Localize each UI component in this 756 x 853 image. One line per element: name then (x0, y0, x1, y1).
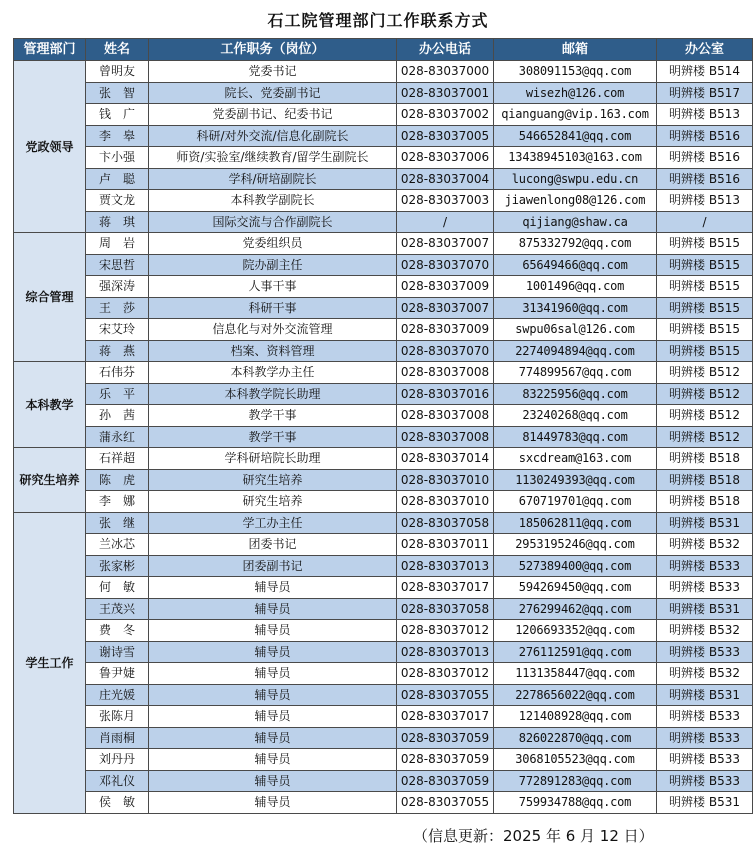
phone-cell: 028-83037058 (397, 512, 494, 534)
phone-cell: 028-83037006 (397, 147, 494, 169)
email-cell: 81449783@qq.com (494, 426, 657, 448)
role-cell: 人事干事 (149, 276, 397, 298)
email-cell: 83225956@qq.com (494, 383, 657, 405)
office-cell: 明辨楼 B516 (657, 125, 753, 147)
dept-cell: 研究生培养 (14, 448, 86, 513)
office-cell: 明辨楼 B533 (657, 577, 753, 599)
table-row (14, 598, 753, 620)
phone-cell: 028-83037058 (397, 598, 494, 620)
office-cell: 明辨楼 B512 (657, 426, 753, 448)
office-cell: 明辨楼 B515 (657, 297, 753, 319)
office-cell: 明辨楼 B518 (657, 491, 753, 513)
name-cell: 李 娜 (86, 491, 149, 513)
phone-cell: 028-83037011 (397, 534, 494, 556)
email-cell: 594269450@qq.com (494, 577, 657, 599)
office-cell: 明辨楼 B518 (657, 469, 753, 491)
email-cell: 121408928@qq.com (494, 706, 657, 728)
role-cell: 辅导员 (149, 641, 397, 663)
office-cell: 明辨楼 B516 (657, 147, 753, 169)
table-row (14, 233, 753, 255)
role-cell: 学科/研培副院长 (149, 168, 397, 190)
role-cell: 辅导员 (149, 684, 397, 706)
name-cell: 石祥超 (86, 448, 149, 470)
phone-cell: 028-83037013 (397, 555, 494, 577)
office-cell: / (657, 211, 753, 233)
office-cell: 明辨楼 B515 (657, 340, 753, 362)
phone-cell: 028-83037059 (397, 727, 494, 749)
email-cell: 2274094894@qq.com (494, 340, 657, 362)
name-cell: 宋思哲 (86, 254, 149, 276)
table-row (14, 491, 753, 513)
name-cell: 张 继 (86, 512, 149, 534)
email-cell: 759934788@qq.com (494, 792, 657, 814)
email-cell: 276299462@qq.com (494, 598, 657, 620)
email-cell: 546652841@qq.com (494, 125, 657, 147)
name-cell: 谢诗雪 (86, 641, 149, 663)
page-title: 石工院管理部门工作联系方式 (267, 11, 489, 30)
table-row (14, 405, 753, 427)
name-cell: 石伟芬 (86, 362, 149, 384)
email-cell: 3068105523@qq.com (494, 749, 657, 771)
role-cell: 国际交流与合作副院长 (149, 211, 397, 233)
role-cell: 学工办主任 (149, 512, 397, 534)
email-cell: swpu06sal@126.com (494, 319, 657, 341)
office-cell: 明辨楼 B532 (657, 663, 753, 685)
email-cell: 826022870@qq.com (494, 727, 657, 749)
email-cell: 13438945103@163.com (494, 147, 657, 169)
name-cell: 王茂兴 (86, 598, 149, 620)
role-cell: 院长、党委副书记 (149, 82, 397, 104)
phone-cell: 028-83037008 (397, 362, 494, 384)
table-row (14, 61, 753, 83)
role-cell: 辅导员 (149, 749, 397, 771)
table-row (14, 512, 753, 534)
office-cell: 明辨楼 B512 (657, 405, 753, 427)
table-row (14, 383, 753, 405)
office-cell: 明辨楼 B516 (657, 168, 753, 190)
role-cell: 辅导员 (149, 727, 397, 749)
office-cell: 明辨楼 B533 (657, 706, 753, 728)
office-cell: 明辨楼 B533 (657, 641, 753, 663)
phone-cell: 028-83037008 (397, 426, 494, 448)
role-cell: 辅导员 (149, 792, 397, 814)
phone-cell: 028-83037059 (397, 770, 494, 792)
role-cell: 本科教学院长助理 (149, 383, 397, 405)
name-cell: 乐 平 (86, 383, 149, 405)
phone-cell: 028-83037055 (397, 684, 494, 706)
office-cell: 明辨楼 B515 (657, 233, 753, 255)
table-row (14, 706, 753, 728)
table-row (14, 254, 753, 276)
name-cell: 侯 敏 (86, 792, 149, 814)
column-header-email: 邮箱 (494, 39, 657, 61)
name-cell: 卞小强 (86, 147, 149, 169)
table-row (14, 168, 753, 190)
dept-cell: 学生工作 (14, 512, 86, 813)
phone-cell: 028-83037010 (397, 469, 494, 491)
role-cell: 辅导员 (149, 598, 397, 620)
email-cell: 31341960@qq.com (494, 297, 657, 319)
office-cell: 明辨楼 B533 (657, 727, 753, 749)
role-cell: 教学干事 (149, 405, 397, 427)
office-cell: 明辨楼 B533 (657, 749, 753, 771)
phone-cell: 028-83037007 (397, 297, 494, 319)
office-cell: 明辨楼 B531 (657, 792, 753, 814)
column-header-office: 办公室 (657, 39, 753, 61)
name-cell: 肖雨桐 (86, 727, 149, 749)
table-row (14, 555, 753, 577)
email-cell: 1130249393@qq.com (494, 469, 657, 491)
table-row (14, 792, 753, 814)
email-cell: 2953195246@qq.com (494, 534, 657, 556)
phone-cell: / (397, 211, 494, 233)
role-cell: 档案、资料管理 (149, 340, 397, 362)
email-cell: qijiang@shaw.ca (494, 211, 657, 233)
phone-cell: 028-83037017 (397, 577, 494, 599)
office-cell: 明辨楼 B512 (657, 383, 753, 405)
phone-cell: 028-83037009 (397, 319, 494, 341)
role-cell: 院办副主任 (149, 254, 397, 276)
role-cell: 辅导员 (149, 706, 397, 728)
role-cell: 研究生培养 (149, 469, 397, 491)
column-header-phone: 办公电话 (397, 39, 494, 61)
office-cell: 明辨楼 B531 (657, 684, 753, 706)
email-cell: 308091153@qq.com (494, 61, 657, 83)
table-row (14, 125, 753, 147)
email-cell: lucong@swpu.edu.cn (494, 168, 657, 190)
office-cell: 明辨楼 B532 (657, 620, 753, 642)
name-cell: 卢 聪 (86, 168, 149, 190)
table-row (14, 362, 753, 384)
name-cell: 孙 茜 (86, 405, 149, 427)
email-cell: qianguang@vip.163.com (494, 104, 657, 126)
table-row (14, 684, 753, 706)
role-cell: 信息化与对外交流管理 (149, 319, 397, 341)
table-row (14, 426, 753, 448)
role-cell: 师资/实验室/继续教育/留学生副院长 (149, 147, 397, 169)
name-cell: 王 莎 (86, 297, 149, 319)
office-cell: 明辨楼 B515 (657, 254, 753, 276)
phone-cell: 028-83037059 (397, 749, 494, 771)
email-cell: 276112591@qq.com (494, 641, 657, 663)
email-cell: 774899567@qq.com (494, 362, 657, 384)
table-row (14, 469, 753, 491)
table-row (14, 340, 753, 362)
office-cell: 明辨楼 B532 (657, 534, 753, 556)
email-cell: 185062811@qq.com (494, 512, 657, 534)
phone-cell: 028-83037001 (397, 82, 494, 104)
table-row (14, 297, 753, 319)
role-cell: 本科教学办主任 (149, 362, 397, 384)
email-cell: sxcdream@163.com (494, 448, 657, 470)
phone-cell: 028-83037016 (397, 383, 494, 405)
table-row (14, 276, 753, 298)
office-cell: 明辨楼 B513 (657, 104, 753, 126)
table-row (14, 577, 753, 599)
table-row (14, 770, 753, 792)
office-cell: 明辨楼 B533 (657, 555, 753, 577)
role-cell: 团委副书记 (149, 555, 397, 577)
role-cell: 辅导员 (149, 620, 397, 642)
name-cell: 周 岩 (86, 233, 149, 255)
email-cell: jiawenlong08@126.com (494, 190, 657, 212)
email-cell: 527389400@qq.com (494, 555, 657, 577)
office-cell: 明辨楼 B515 (657, 276, 753, 298)
role-cell: 党委组织员 (149, 233, 397, 255)
name-cell: 张 智 (86, 82, 149, 104)
table-row (14, 147, 753, 169)
phone-cell: 028-83037000 (397, 61, 494, 83)
table-row (14, 534, 753, 556)
phone-cell: 028-83037007 (397, 233, 494, 255)
phone-cell: 028-83037012 (397, 620, 494, 642)
column-header-role: 工作职务（岗位） (149, 39, 397, 61)
phone-cell: 028-83037009 (397, 276, 494, 298)
name-cell: 蒋 琪 (86, 211, 149, 233)
phone-cell: 028-83037003 (397, 190, 494, 212)
office-cell: 明辨楼 B515 (657, 319, 753, 341)
role-cell: 辅导员 (149, 770, 397, 792)
email-cell: wisezh@126.com (494, 82, 657, 104)
name-cell: 曾明友 (86, 61, 149, 83)
email-cell: 1001496@qq.com (494, 276, 657, 298)
role-cell: 学科研培院长助理 (149, 448, 397, 470)
role-cell: 研究生培养 (149, 491, 397, 513)
name-cell: 张家彬 (86, 555, 149, 577)
email-cell: 2278656022@qq.com (494, 684, 657, 706)
name-cell: 强深涛 (86, 276, 149, 298)
name-cell: 何 敏 (86, 577, 149, 599)
table-row (14, 663, 753, 685)
email-cell: 772891283@qq.com (494, 770, 657, 792)
office-cell: 明辨楼 B512 (657, 362, 753, 384)
name-cell: 费 冬 (86, 620, 149, 642)
email-cell: 23240268@qq.com (494, 405, 657, 427)
role-cell: 科研/对外交流/信息化副院长 (149, 125, 397, 147)
role-cell: 辅导员 (149, 663, 397, 685)
email-cell: 1206693352@qq.com (494, 620, 657, 642)
phone-cell: 028-83037012 (397, 663, 494, 685)
email-cell: 875332792@qq.com (494, 233, 657, 255)
office-cell: 明辨楼 B533 (657, 770, 753, 792)
table-body (14, 61, 753, 814)
phone-cell: 028-83037070 (397, 254, 494, 276)
email-cell: 670719701@qq.com (494, 491, 657, 513)
name-cell: 宋艾玲 (86, 319, 149, 341)
name-cell: 兰冰芯 (86, 534, 149, 556)
table-row (14, 82, 753, 104)
update-note: （信息更新：2025 年 6 月 12 日） (413, 827, 654, 845)
table-row (14, 104, 753, 126)
role-cell: 教学干事 (149, 426, 397, 448)
name-cell: 陈 虎 (86, 469, 149, 491)
column-header-name: 姓名 (86, 39, 149, 61)
phone-cell: 028-83037004 (397, 168, 494, 190)
phone-cell: 028-83037014 (397, 448, 494, 470)
table-row (14, 641, 753, 663)
dept-cell: 综合管理 (14, 233, 86, 362)
role-cell: 党委书记 (149, 61, 397, 83)
phone-cell: 028-83037013 (397, 641, 494, 663)
name-cell: 张陈月 (86, 706, 149, 728)
phone-cell: 028-83037070 (397, 340, 494, 362)
table-row (14, 620, 753, 642)
office-cell: 明辨楼 B517 (657, 82, 753, 104)
phone-cell: 028-83037005 (397, 125, 494, 147)
table-row (14, 319, 753, 341)
name-cell: 蒋 燕 (86, 340, 149, 362)
office-cell: 明辨楼 B518 (657, 448, 753, 470)
dept-cell: 党政领导 (14, 61, 86, 233)
role-cell: 本科教学副院长 (149, 190, 397, 212)
role-cell: 团委书记 (149, 534, 397, 556)
office-cell: 明辨楼 B513 (657, 190, 753, 212)
role-cell: 党委副书记、纪委书记 (149, 104, 397, 126)
office-cell: 明辨楼 B531 (657, 598, 753, 620)
role-cell: 辅导员 (149, 577, 397, 599)
name-cell: 李 皋 (86, 125, 149, 147)
name-cell: 庄光媛 (86, 684, 149, 706)
phone-cell: 028-83037055 (397, 792, 494, 814)
table-row (14, 448, 753, 470)
role-cell: 科研干事 (149, 297, 397, 319)
email-cell: 1131358447@qq.com (494, 663, 657, 685)
table-header-row (14, 39, 753, 61)
contact-table (13, 38, 753, 814)
table-row (14, 190, 753, 212)
email-cell: 65649466@qq.com (494, 254, 657, 276)
table-row (14, 749, 753, 771)
phone-cell: 028-83037008 (397, 405, 494, 427)
office-cell: 明辨楼 B531 (657, 512, 753, 534)
name-cell: 蒲永红 (86, 426, 149, 448)
table-row (14, 211, 753, 233)
office-cell: 明辨楼 B514 (657, 61, 753, 83)
name-cell: 邓礼仪 (86, 770, 149, 792)
name-cell: 鲁尹婕 (86, 663, 149, 685)
phone-cell: 028-83037010 (397, 491, 494, 513)
column-header-dept: 管理部门 (14, 39, 86, 61)
phone-cell: 028-83037017 (397, 706, 494, 728)
name-cell: 刘丹丹 (86, 749, 149, 771)
name-cell: 贾文龙 (86, 190, 149, 212)
name-cell: 钱 广 (86, 104, 149, 126)
phone-cell: 028-83037002 (397, 104, 494, 126)
table-row (14, 727, 753, 749)
dept-cell: 本科教学 (14, 362, 86, 448)
